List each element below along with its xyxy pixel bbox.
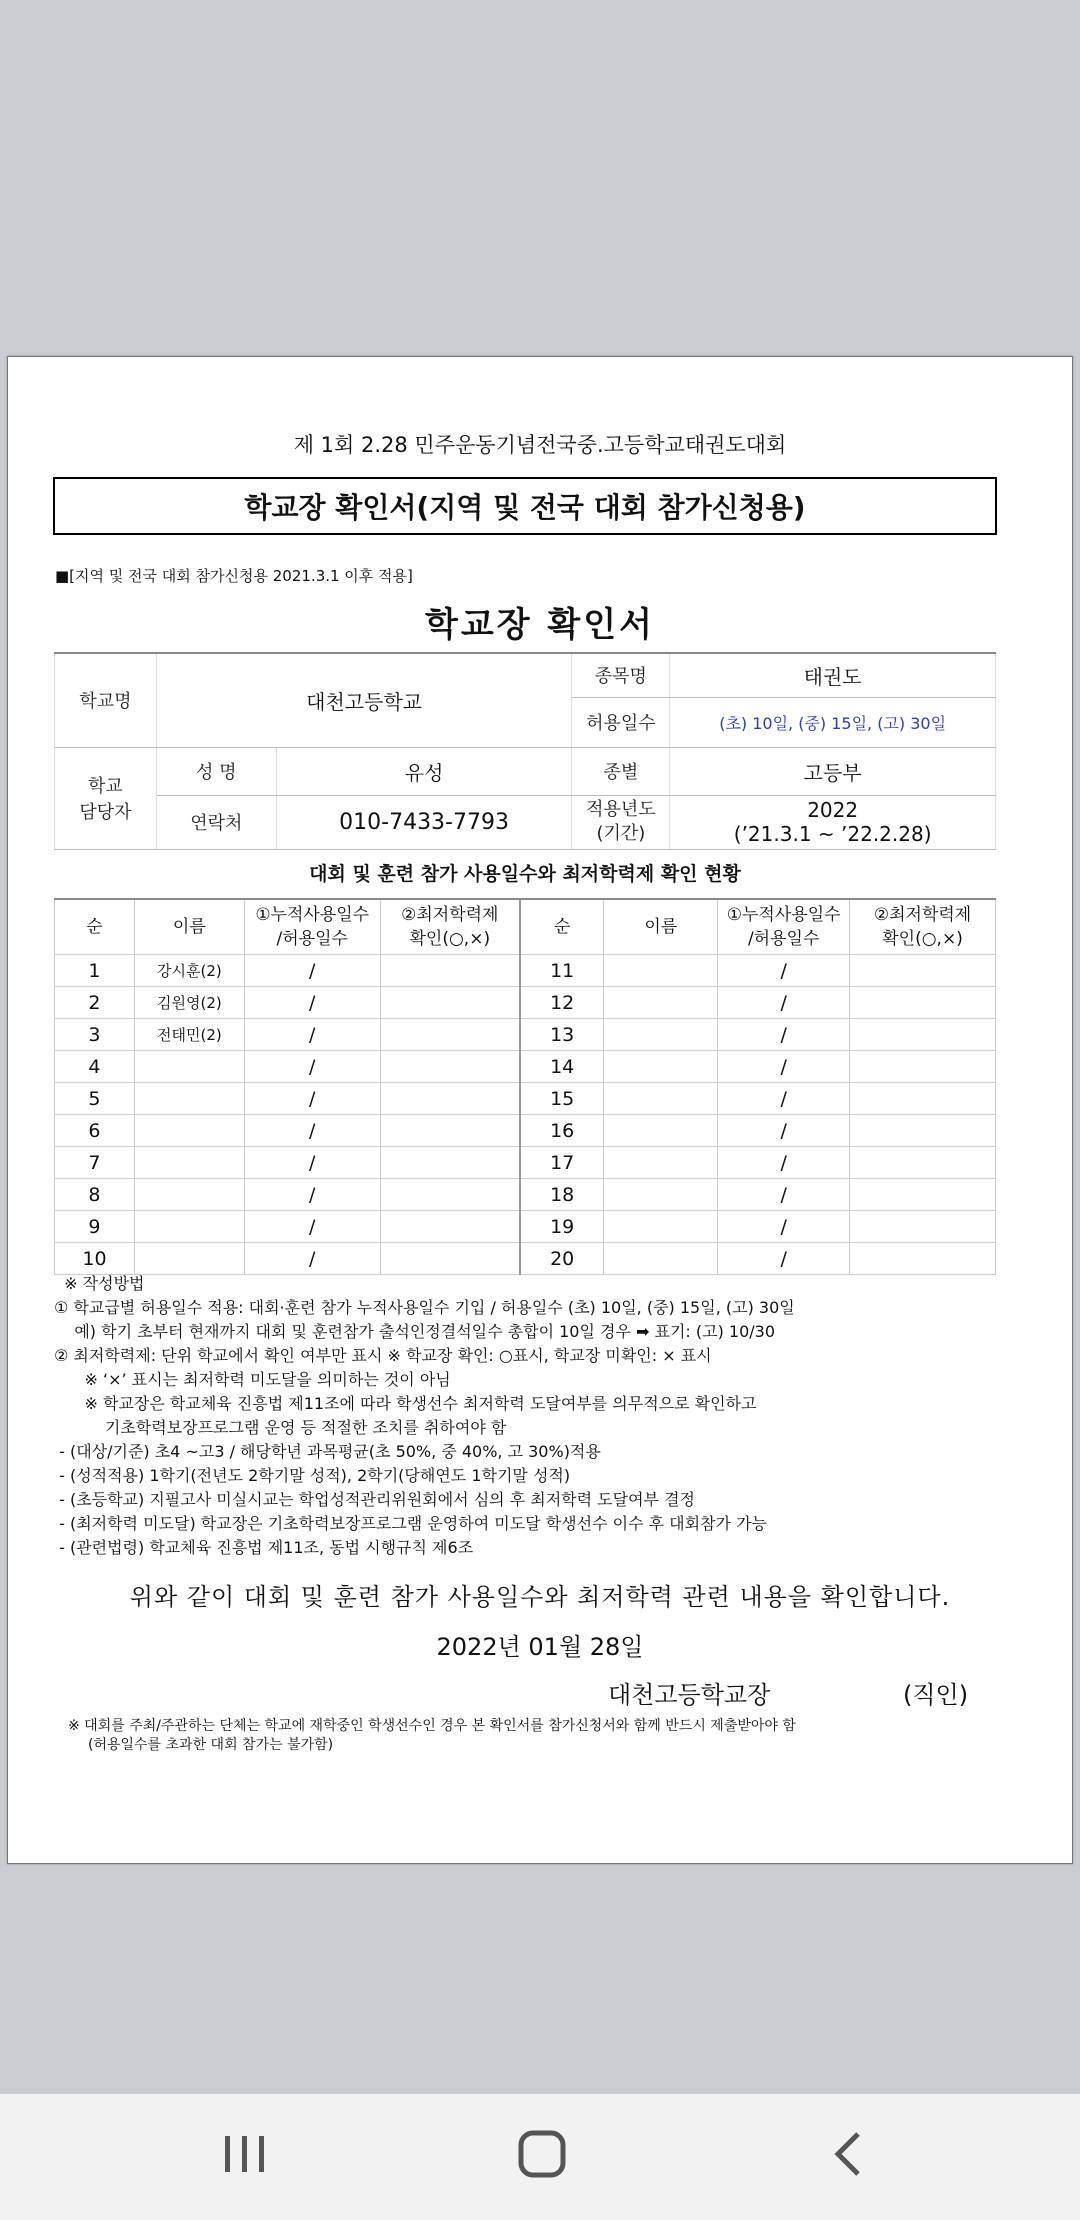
academic-cell [380, 1179, 520, 1211]
days-cell: / [244, 1243, 380, 1275]
academic-cell [380, 987, 520, 1019]
manager-label: 학교 담당자 [55, 747, 157, 849]
instruction-line: ※ 작성방법 [54, 1274, 145, 1293]
contact-label: 연락처 [156, 795, 276, 849]
student-name [134, 1083, 244, 1115]
student-name [604, 987, 718, 1019]
sport-label: 종목명 [572, 653, 670, 697]
instruction-line: ※ 학교장은 학교체육 진흥법 제11조에 따라 학생선수 최저학력 도달여부를 의무적으로 확인하고 [54, 1394, 757, 1413]
days-cell: / [718, 987, 850, 1019]
academic-cell [380, 1019, 520, 1051]
back-icon[interactable] [808, 2124, 888, 2184]
student-name [604, 1083, 718, 1115]
header-no: 순 [55, 899, 135, 955]
days-cell: / [244, 1083, 380, 1115]
days-cell: / [244, 1179, 380, 1211]
academic-cell [850, 1083, 996, 1115]
days-cell: / [718, 955, 850, 987]
academic-cell [850, 1179, 996, 1211]
row-number: 8 [55, 1179, 135, 1211]
student-name [604, 1051, 718, 1083]
school-info-table [54, 652, 996, 850]
principal-signature: 대천고등학교장 [608, 1681, 771, 1709]
instruction-line: ② 최저학력제: 단위 학교에서 확인 여부만 표시 ※ 학교장 확인: ○표시, 학교장 미확인: × 표시 [54, 1346, 712, 1365]
header-days: ①누적사용일수 /허용일수 [244, 899, 380, 955]
academic-cell [850, 1019, 996, 1051]
section-title: 대회 및 훈련 참가 사용일수와 최저학력제 확인 현황 [309, 863, 741, 885]
division-label: 종별 [572, 747, 670, 795]
header-academic: ②최저학력제 확인(○,×) [380, 899, 520, 955]
instruction-line: - (대상/기준) 초4 ~고3 / 해당학년 과목평균(초 50%, 중 40%, 고 30%)적용 [54, 1442, 601, 1461]
days-cell: / [718, 1115, 850, 1147]
student-name [604, 1211, 718, 1243]
row-number: 18 [520, 1179, 604, 1211]
name-label: 성 명 [156, 747, 276, 795]
student-name [604, 1179, 718, 1211]
document-subtitle: 학교장 확인서 [425, 605, 655, 645]
academic-cell [850, 987, 996, 1019]
academic-cell [380, 1083, 520, 1115]
row-number: 10 [55, 1243, 135, 1275]
table-row [55, 1147, 996, 1179]
row-number: 1 [55, 955, 135, 987]
academic-cell [850, 1115, 996, 1147]
school-value: 대천고등학교 [156, 653, 572, 747]
table-row [55, 987, 996, 1019]
student-name: 전태민(2) [134, 1019, 244, 1051]
year-label: 적용년도 (기간) [572, 795, 670, 849]
student-name [134, 1051, 244, 1083]
instruction-line: - (관련법령) 학교체육 진흥법 제11조, 동법 시행규칙 제6조 [54, 1538, 474, 1557]
instruction-line: - (성적적용) 1학기(전년도 2학기말 성적), 2학기(당해연도 1학기말 성적) [54, 1466, 571, 1485]
home-icon[interactable] [502, 2124, 582, 2184]
row-number: 5 [55, 1083, 135, 1115]
row-number: 12 [520, 987, 604, 1019]
student-name [134, 1115, 244, 1147]
student-name [604, 1019, 718, 1051]
roster-table [54, 898, 996, 1275]
instructions [54, 1272, 1004, 1560]
document-date: 2022년 01월 28일 [436, 1633, 644, 1661]
footnote-line: ※ 대회를 주최/주관하는 단체는 학교에 재학중인 학생선수인 경우 본 확인서를 참가신청서와 함께 반드시 제출받아야 함 [68, 1718, 796, 1734]
header-name: 이름 [604, 899, 718, 955]
official-seal: (직인) [903, 1681, 969, 1709]
contact-value: 010-7433-7793 [276, 795, 572, 849]
days-cell: / [244, 987, 380, 1019]
days-cell: / [718, 1083, 850, 1115]
division-value: 고등부 [670, 747, 996, 795]
row-number: 13 [520, 1019, 604, 1051]
academic-cell [380, 955, 520, 987]
academic-cell [380, 1051, 520, 1083]
days-cell: / [718, 1051, 850, 1083]
year-value: 2022 (’21.3.1 ~ ’22.2.28) [670, 795, 996, 849]
confirmation-text: 위와 같이 대회 및 훈련 참가 사용일수와 최저학력 관련 내용을 확인합니다. [129, 1583, 951, 1611]
student-name [134, 1211, 244, 1243]
days-cell: / [718, 1019, 850, 1051]
table-row [55, 1211, 996, 1243]
table-row [55, 1115, 996, 1147]
apply-note: ■[지역 및 전국 대회 참가신청용 2021.3.1 이후 적용] [55, 567, 413, 585]
academic-cell [380, 1147, 520, 1179]
student-name [134, 1243, 244, 1275]
event-title: 제 1회 2.28 민주운동기념전국중.고등학교태권도대회 [293, 433, 787, 457]
student-name [134, 1147, 244, 1179]
instruction-line: - (최저학력 미도달) 학교장은 기초학력보장프로그램 운영하여 미도달 학생선수 이수 후 대회참가 가능 [54, 1514, 767, 1533]
row-number: 7 [55, 1147, 135, 1179]
recent-apps-icon[interactable] [205, 2124, 285, 2184]
days-cell: / [718, 1147, 850, 1179]
student-name [604, 955, 718, 987]
table-row [55, 955, 996, 987]
table-row [55, 1019, 996, 1051]
days-cell: / [244, 1211, 380, 1243]
header-no: 순 [520, 899, 604, 955]
student-name [604, 1115, 718, 1147]
academic-cell [850, 1147, 996, 1179]
academic-cell [380, 1211, 520, 1243]
academic-cell [850, 1051, 996, 1083]
footnote [68, 1717, 796, 1755]
table-row [55, 1179, 996, 1211]
row-number: 9 [55, 1211, 135, 1243]
academic-cell [850, 955, 996, 987]
student-name [604, 1147, 718, 1179]
row-number: 3 [55, 1019, 135, 1051]
student-name [134, 1179, 244, 1211]
row-number: 16 [520, 1115, 604, 1147]
days-cell: / [244, 1147, 380, 1179]
row-number: 19 [520, 1211, 604, 1243]
instruction-line: 기초학력보장프로그램 운영 등 적절한 조치를 취하여야 함 [54, 1418, 507, 1437]
academic-cell [380, 1243, 520, 1275]
days-cell: / [718, 1179, 850, 1211]
row-number: 4 [55, 1051, 135, 1083]
instruction-line: ① 학교급별 허용일수 적용: 대회·훈련 참가 누적사용일수 기입 / 허용일수 (초) 10일, (중) 15일, (고) 30일 [54, 1298, 795, 1317]
footnote-line: (허용일수를 초과한 대회 참가는 불가함) [88, 1737, 334, 1753]
system-navigation-bar [0, 2094, 1080, 2220]
allowed-days-label: 허용일수 [572, 697, 670, 747]
days-cell: / [244, 1115, 380, 1147]
header-academic: ②최저학력제 확인(○,×) [850, 899, 996, 955]
academic-cell [380, 1115, 520, 1147]
row-number: 6 [55, 1115, 135, 1147]
allowed-days-value: (초) 10일, (중) 15일, (고) 30일 [670, 697, 996, 747]
header-name: 이름 [134, 899, 244, 955]
row-number: 17 [520, 1147, 604, 1179]
instruction-line: ※ ‘×’ 표시는 최저학력 미도달을 의미하는 것이 아님 [54, 1370, 451, 1389]
row-number: 14 [520, 1051, 604, 1083]
table-row [55, 1243, 996, 1275]
days-cell: / [244, 955, 380, 987]
academic-cell [850, 1243, 996, 1275]
student-name: 강시훈(2) [134, 955, 244, 987]
instruction-line: - (초등학교) 지필고사 미실시교는 학업성적관리위원회에서 심의 후 최저학력 도달여부 결정 [54, 1490, 695, 1509]
student-name: 김원영(2) [134, 987, 244, 1019]
days-cell: / [244, 1019, 380, 1051]
row-number: 11 [520, 955, 604, 987]
form-title: 학교장 확인서(지역 및 전국 대회 참가신청용) [53, 477, 997, 535]
days-cell: / [718, 1243, 850, 1275]
document-page [7, 356, 1073, 1864]
academic-cell [850, 1211, 996, 1243]
days-cell: / [718, 1211, 850, 1243]
row-number: 2 [55, 987, 135, 1019]
days-cell: / [244, 1051, 380, 1083]
row-number: 15 [520, 1083, 604, 1115]
sport-value: 태권도 [670, 653, 996, 697]
table-row [55, 1051, 996, 1083]
name-value: 유성 [276, 747, 572, 795]
table-row [55, 1083, 996, 1115]
school-label: 학교명 [55, 653, 157, 747]
instruction-line: 예) 학기 초부터 현재까지 대회 및 훈련참가 출석인정결석일수 총합이 10일 경우 ➡ 표기: (고) 10/30 [54, 1322, 776, 1341]
student-name [604, 1243, 718, 1275]
row-number: 20 [520, 1243, 604, 1275]
header-days: ①누적사용일수 /허용일수 [718, 899, 850, 955]
